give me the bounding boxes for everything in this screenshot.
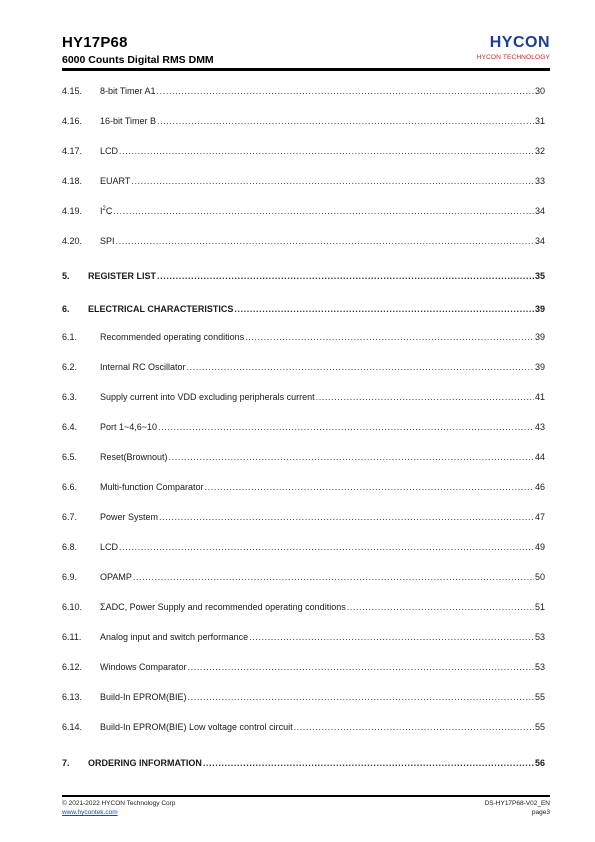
toc-dot-leader [316,390,534,404]
toc-entry-title: Port 1~4,6~10 [100,422,158,432]
toc-entry[interactable] [62,114,545,128]
toc-entry[interactable] [62,390,545,404]
toc-dot-leader [188,660,534,674]
toc-entry[interactable] [62,420,545,434]
toc-entry[interactable] [62,450,545,464]
toc-entry[interactable] [62,510,545,524]
toc-entry-title: Windows Comparator [100,662,187,672]
toc-dot-leader [347,600,534,614]
toc-entry-page: 39 [534,304,545,314]
toc-entry-page: 55 [534,692,545,702]
toc-entry-title: REGISTER LIST [88,271,157,281]
toc-entry[interactable] [62,570,545,584]
toc-entry-number: 6.1. [62,332,78,342]
header-divider [62,68,550,71]
logo-subtext: HYCON TECHNOLOGY [476,54,550,61]
toc-entry-title: Internal RC Oscillator [100,362,186,372]
toc-entry-title: Reset(Brownout) [100,452,168,462]
toc-entry-title: 16-bit Timer B [100,116,157,126]
toc-entry-number: 6.4. [62,422,78,432]
toc-entry-title: Build-In EPROM(BIE) Low voltage control circuit [100,722,293,732]
toc-entry[interactable] [62,540,545,554]
toc-dot-leader [294,720,534,734]
toc-entry[interactable] [62,302,545,316]
toc-dot-leader [133,570,534,584]
toc-entry-number: 6.14. [62,722,83,732]
toc-entry-number: 4.18. [62,176,83,186]
toc-entry-title: LCD [100,146,119,156]
toc-entry-number: 4.19. [62,206,83,216]
toc-dot-leader [116,234,534,248]
toc-entry-page: 35 [534,271,545,281]
toc-entry-page: 32 [534,146,545,156]
toc-entry[interactable] [62,144,545,158]
toc-dot-leader [157,269,534,283]
toc-dot-leader [131,174,534,188]
toc-entry[interactable] [62,480,545,494]
toc-dot-leader [203,756,534,770]
toc-entry-number: 6. [62,304,70,314]
toc-entry-title: $I^2C$ [100,206,113,216]
toc-entry-number: 7. [62,758,70,768]
toc-entry-number: 4.20. [62,236,83,246]
toc-entry-page: 56 [534,758,545,768]
footer-divider [62,795,550,797]
toc-dot-leader [234,302,534,316]
toc-dot-leader [157,84,534,98]
toc-entry-number: 6.9. [62,572,78,582]
toc-entry-title: ΣADC, Power Supply and recommended operating conditions [100,602,346,612]
copyright-text: © 2021-2022 HYCON Technology Corp [62,800,176,807]
toc-entry-number: 6.10. [62,602,83,612]
footer-left [62,799,175,817]
toc-entry-title: Build-In EPROM(BIE) [100,692,187,702]
toc-entry-title: SPI [100,236,115,246]
toc-dot-leader [249,630,534,644]
toc-entry[interactable] [62,330,545,344]
toc-entry[interactable] [62,174,545,188]
toc-entry-page: 39 [534,332,545,342]
toc-entry-page: 44 [534,452,545,462]
toc-entry-page: 49 [534,542,545,552]
toc-entry-title: OPAMP [100,572,132,582]
toc-entry-page: 30 [534,86,545,96]
toc-entry-title: EUART [100,176,131,186]
toc-entry[interactable] [62,84,545,98]
toc-entry-title: Power System [100,512,159,522]
toc-entry[interactable] [62,234,545,248]
toc-entry[interactable] [62,756,545,770]
toc-entry-title: Recommended operating conditions [100,332,245,342]
toc-dot-leader [188,690,534,704]
document-id: DS-HY17P68-V02_EN [484,800,550,807]
toc-entry[interactable] [62,204,545,218]
document-subtitle: 6000 Counts Digital RMS DMM [62,54,214,66]
toc-entry-title: ELECTRICAL CHARACTERISTICS [88,304,234,314]
toc-dot-leader [158,420,534,434]
toc-entry-page: 50 [534,572,545,582]
toc-entry-number: 6.5. [62,452,78,462]
logo-wordmark: HYCON [489,34,550,51]
website-link[interactable]: www.hycontek.com [62,809,118,816]
toc-entry-number: 6.12. [62,662,83,672]
toc-dot-leader [159,510,534,524]
toc-entry-number: 6.3. [62,392,78,402]
page-number: page3 [531,809,550,816]
toc-entry-page: 53 [534,662,545,672]
toc-dot-leader [113,204,534,218]
toc-entry-number: 4.16. [62,116,83,126]
toc-entry[interactable] [62,630,545,644]
toc-entry-title: Multi-function Comparator [100,482,204,492]
toc-dot-leader [119,144,534,158]
toc-entry-page: 41 [534,392,545,402]
toc-entry-number: 6.7. [62,512,78,522]
footer-right [485,799,550,817]
toc-entry-number: 6.8. [62,542,78,552]
toc-entry-number: 4.17. [62,146,83,156]
toc-entry-page: 46 [534,482,545,492]
toc-dot-leader [205,480,534,494]
toc-entry-page: 47 [534,512,545,522]
toc-entry-title: 8-bit Timer A1 [100,86,156,96]
toc-entry-page: 34 [534,236,545,246]
toc-entry-number: 5. [62,271,70,281]
toc-entry-page: 55 [534,722,545,732]
toc-entry-number: 6.11. [62,632,82,642]
toc-entry-number: 6.6. [62,482,78,492]
hycon-logo [464,34,550,64]
toc-entry-page: 34 [534,206,545,216]
toc-dot-leader [169,450,534,464]
toc-dot-leader [119,540,534,554]
toc-entry-page: 31 [534,116,545,126]
toc-dot-leader [187,360,534,374]
toc-entry[interactable] [62,360,545,374]
document-title: HY17P68 [62,34,128,51]
toc-entry-title: ORDERING INFORMATION [88,758,202,768]
toc-entry[interactable] [62,720,545,734]
toc-entry-title: LCD [100,542,119,552]
toc-entry[interactable] [62,690,545,704]
toc-entry-number: 6.2. [62,362,78,372]
toc-entry-page: 51 [534,602,545,612]
toc-entry-page: 39 [534,362,545,372]
toc-entry[interactable] [62,600,545,614]
toc-dot-leader [245,330,534,344]
toc-entry[interactable] [62,269,545,283]
toc-dot-leader [157,114,534,128]
toc-entry-title: Analog input and switch performance [100,632,249,642]
toc-entry-number: 4.15. [62,86,83,96]
toc-entry-number: 6.13. [62,692,83,702]
toc-entry[interactable] [62,660,545,674]
toc-entry-title: Supply current into VDD excluding peripherals current [100,392,315,402]
toc-entry-page: 43 [534,422,545,432]
toc-entry-page: 53 [534,632,545,642]
toc-entry-page: 33 [534,176,545,186]
